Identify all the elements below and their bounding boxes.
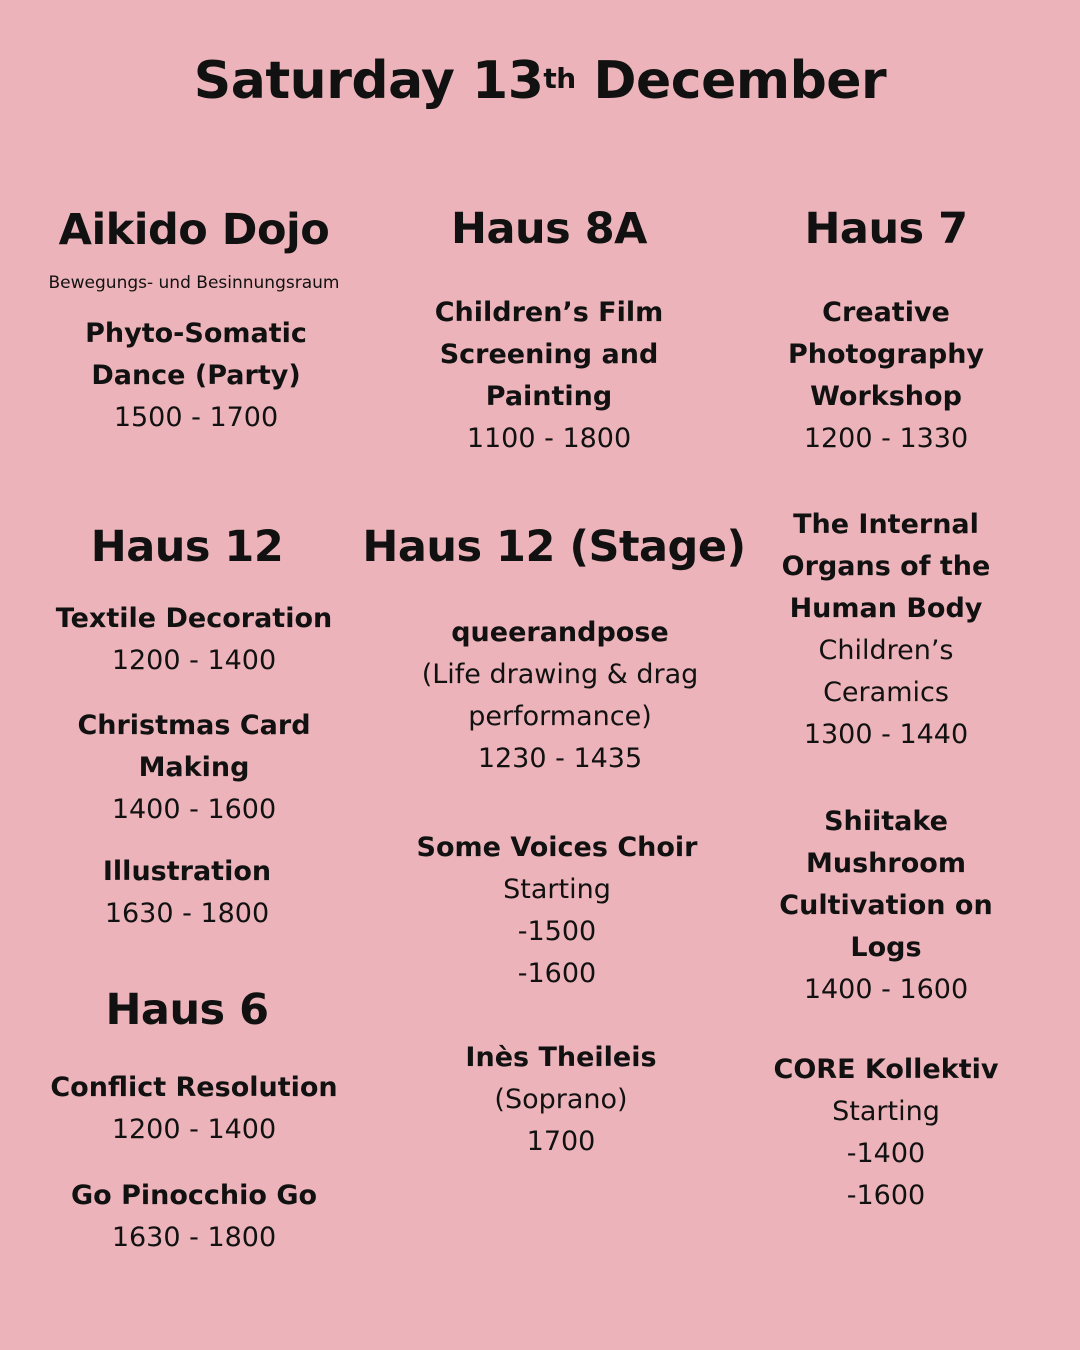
event-name-line: Screening and xyxy=(439,339,659,370)
event-time: 1700 xyxy=(526,1126,596,1157)
event-name-line: Conflict Resolution xyxy=(50,1072,338,1103)
event-conflict-resolution xyxy=(50,1067,337,1151)
event-detail-line: (Life drawing & drag xyxy=(421,659,699,690)
venue-haus-6-heading xyxy=(105,982,268,1038)
event-name-line: Christmas Card xyxy=(77,710,311,741)
event-name-line: Phyto-Somatic xyxy=(85,318,307,349)
event-name-line: Mushroom xyxy=(806,848,966,879)
venue-haus-7-heading xyxy=(804,201,967,257)
event-textile-decoration xyxy=(56,598,332,682)
event-core-kollektiv xyxy=(774,1049,999,1217)
venue-subtitle: Bewegungs- und Besinnungsraum xyxy=(48,273,340,293)
event-go-pinocchio-go xyxy=(71,1175,317,1259)
event-name-line: Inès Theileis xyxy=(465,1042,657,1073)
venue-aikido-dojo-heading xyxy=(59,202,330,258)
event-detail-line: (Soprano) xyxy=(494,1084,628,1115)
event-detail-line: Children’s xyxy=(818,635,954,666)
event-time: 1200 - 1330 xyxy=(803,423,969,454)
event-name-line: Organs of the xyxy=(781,551,991,582)
event-time: 1400 - 1600 xyxy=(803,974,969,1005)
page-title xyxy=(0,46,1080,116)
event-internal-organs-ceramics xyxy=(782,504,991,756)
event-some-voices-choir xyxy=(416,827,697,995)
event-childrens-film-screening xyxy=(435,292,664,460)
event-name-line: Textile Decoration xyxy=(55,603,333,634)
event-name-line: Workshop xyxy=(810,381,962,412)
event-detail-line: -1600 xyxy=(517,958,597,989)
venue-title: Haus 7 xyxy=(804,204,968,254)
event-time: 1230 - 1435 xyxy=(477,743,643,774)
event-phyto-somatic-dance xyxy=(85,313,307,439)
event-christmas-card-making xyxy=(77,705,310,831)
event-ines-theileis xyxy=(465,1037,656,1163)
event-shiitake-mushroom-cultivation xyxy=(779,801,992,1011)
event-time: 1200 - 1400 xyxy=(111,1114,277,1145)
venue-haus-12-stage-heading xyxy=(362,519,745,575)
event-detail-line: -1600 xyxy=(846,1180,926,1211)
venue-title: Aikido Dojo xyxy=(58,205,330,255)
event-name-line: Painting xyxy=(485,381,613,412)
venue-haus-12-heading xyxy=(91,519,284,575)
venue-title: Haus 8A xyxy=(451,204,647,254)
event-name-line: Illustration xyxy=(102,856,272,887)
title-ordinal-suffix: th xyxy=(543,62,576,95)
event-time: 1400 - 1600 xyxy=(111,794,277,825)
event-name-line: Making xyxy=(138,752,250,783)
event-name-line: CORE Kollektiv xyxy=(773,1054,999,1085)
event-detail-line: -1400 xyxy=(846,1138,926,1169)
event-detail-line: Starting xyxy=(503,874,611,905)
venue-title: Haus 12 xyxy=(90,522,284,572)
event-time: 1300 - 1440 xyxy=(803,719,969,750)
event-queerandpose xyxy=(422,612,699,780)
event-creative-photography-workshop xyxy=(788,292,984,460)
event-name-line: Dance (Party) xyxy=(91,360,301,391)
event-time: 1100 - 1800 xyxy=(466,423,632,454)
venue-haus-8a-heading xyxy=(451,201,647,257)
event-detail-line: Ceramics xyxy=(823,677,949,708)
event-detail-line: performance) xyxy=(468,701,652,732)
event-time: 1630 - 1800 xyxy=(111,1222,277,1253)
event-name-line: Shiitake xyxy=(824,806,948,837)
event-name-line: Children’s Film xyxy=(434,297,664,328)
event-name-line: Logs xyxy=(850,932,922,963)
event-name-line: Human Body xyxy=(789,593,983,624)
event-name-line: Cultivation on xyxy=(779,890,993,921)
title-month: December xyxy=(593,51,887,111)
event-time: 1500 - 1700 xyxy=(113,402,279,433)
event-detail-line: Starting xyxy=(832,1096,940,1127)
title-main: Saturday 13 xyxy=(193,51,544,111)
event-illustration xyxy=(103,851,271,935)
event-name-line: The Internal xyxy=(793,509,979,540)
venue-title: Haus 6 xyxy=(105,985,269,1035)
venue-aikido-dojo-subtitle xyxy=(49,271,340,295)
event-name-line: Photography xyxy=(787,339,985,370)
event-name-line: Creative xyxy=(822,297,950,328)
event-name-line: queerandpose xyxy=(451,617,669,648)
event-detail-line: -1500 xyxy=(517,916,597,947)
event-name-line: Go Pinocchio Go xyxy=(70,1180,318,1211)
event-time: 1630 - 1800 xyxy=(104,898,270,929)
venue-title: Haus 12 (Stage) xyxy=(362,522,746,572)
event-time: 1200 - 1400 xyxy=(111,645,277,676)
event-name-line: Some Voices Choir xyxy=(416,832,698,863)
